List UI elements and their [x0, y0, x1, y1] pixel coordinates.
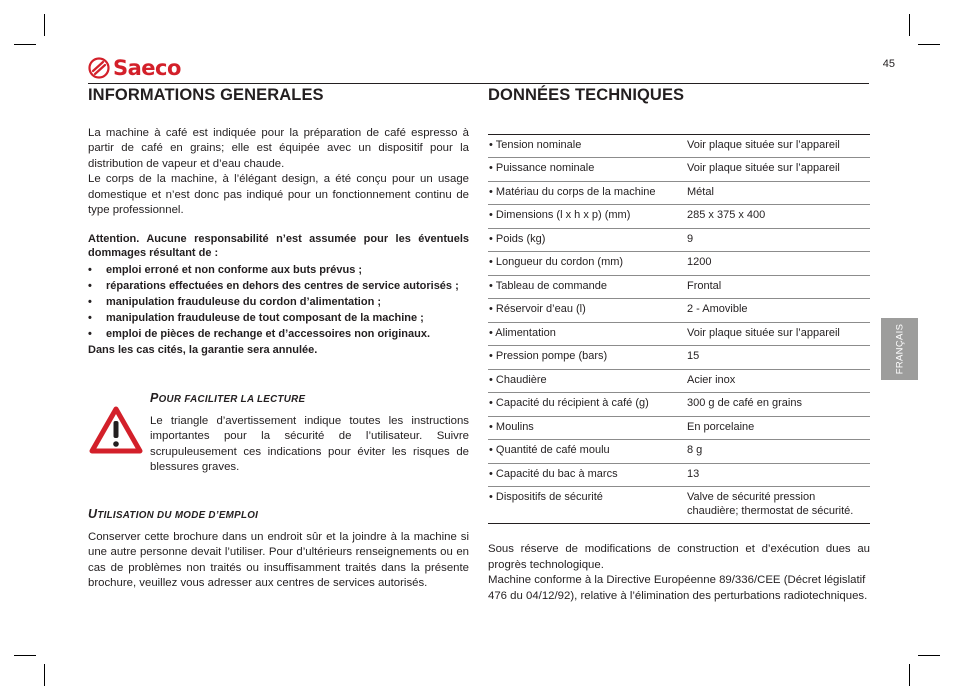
- language-tab-label: FRANÇAIS: [894, 323, 905, 375]
- list-item: • manipulation frauduleuse de tout composant de la machine ;: [88, 311, 469, 325]
- section-title-general-info: INFORMATIONS GENERALES: [88, 86, 324, 104]
- reading-title: [150, 391, 469, 408]
- spec-value: 285 x 375 x 400: [686, 205, 870, 229]
- crop-mark: [14, 655, 36, 656]
- table-row: [488, 275, 870, 299]
- usage-title-rest: TILISATION DU MODE D’EMPLOI: [97, 510, 259, 521]
- table-row: [488, 252, 870, 276]
- reading-section: [150, 391, 469, 476]
- table-row: [488, 322, 870, 346]
- spec-label: • Quantité de café moulu: [488, 440, 686, 464]
- list-item: • emploi erroné et non conforme aux buts prévus ;: [88, 263, 469, 277]
- spec-value: Voir plaque située sur l’appareil: [686, 134, 870, 158]
- specs-table: [488, 134, 870, 525]
- right-column: [488, 88, 870, 604]
- crop-mark: [44, 664, 45, 686]
- spec-value: Voir plaque située sur l’appareil: [686, 322, 870, 346]
- table-row: [488, 463, 870, 487]
- reading-title-cap: P: [150, 391, 159, 405]
- attention-text: Attention. Aucune responsabilité n’est assumée pour les éventuels dommages résultant de :: [88, 232, 469, 259]
- table-row: [488, 393, 870, 417]
- saeco-logo-icon: [88, 57, 110, 79]
- reading-text: Le triangle d’avertissement indique toutes les instructions importantes pour la sécurité de l’utilisateur. Suivre scrupuleusement ces indications pour éviter les risques de blessures graves.: [150, 414, 469, 473]
- spec-label: • Réservoir d’eau (l): [488, 299, 686, 323]
- table-row: [488, 440, 870, 464]
- table-row: [488, 228, 870, 252]
- spec-label: • Tableau de commande: [488, 275, 686, 299]
- intro-paragraph-1: La machine à café est indiquée pour la préparation de café espresso à partir de café en grains; elle est équipée avec un dispositif pour la distribution de vapeur et d’eau chaude.: [88, 126, 469, 170]
- liability-list: [88, 263, 469, 341]
- spec-value: Acier inox: [686, 369, 870, 393]
- spec-value: Frontal: [686, 275, 870, 299]
- crop-mark: [918, 44, 940, 45]
- spec-label: • Matériau du corps de la machine: [488, 181, 686, 205]
- table-row: [488, 205, 870, 229]
- spec-value: 8 g: [686, 440, 870, 464]
- language-tab: [881, 318, 918, 380]
- footer-note: [488, 542, 870, 604]
- liability-warning: [88, 232, 469, 357]
- spec-label: • Pression pompe (bars): [488, 346, 686, 370]
- usage-section: [88, 507, 469, 592]
- table-row: [488, 346, 870, 370]
- table-row: [488, 416, 870, 440]
- table-row: [488, 299, 870, 323]
- spec-value: Valve de sécurité pression chaudière; thermostat de sécurité.: [687, 491, 854, 517]
- left-column: [88, 86, 469, 589]
- intro-paragraph-2: Le corps de la machine, à l’élégant design, a été conçu pour un usage domestique et n’est donc pas indiqué pour un fonctionnement continu de type professionnel.: [88, 173, 469, 216]
- spec-value: 13: [686, 463, 870, 487]
- spec-label: • Moulins: [488, 416, 686, 440]
- spec-value: 2 - Amovible: [686, 299, 870, 323]
- brand-name: Saeco: [113, 56, 181, 80]
- crop-mark: [14, 44, 36, 45]
- spec-label: • Puissance nominale: [488, 158, 686, 182]
- table-row: [488, 158, 870, 182]
- spec-label: • Capacité du récipient à café (g): [488, 393, 686, 417]
- footer-paragraph-2: Machine conforme à la Directive Européenne 89/336/CEE (Décret législatif 476 du 04/12/92), relative à l’élimination des perturbations radiotechniques.: [488, 574, 868, 602]
- section-title-technical-data: DONNÉES TECHNIQUES: [488, 86, 685, 104]
- table-row: [488, 134, 870, 158]
- crop-mark: [44, 14, 45, 36]
- spec-label: • Dispositifs de sécurité: [489, 491, 603, 503]
- list-item: • réparations effectuées en dehors des centres de service autorisés ;: [88, 279, 469, 293]
- usage-title: [88, 507, 469, 524]
- reading-title-rest: OUR FACILITER LA LECTURE: [158, 394, 306, 405]
- list-item: • manipulation frauduleuse du cordon d’alimentation ;: [88, 295, 469, 309]
- spec-value: 300 g de café en grains: [686, 393, 870, 417]
- spec-label: • Tension nominale: [488, 134, 686, 158]
- table-row: [488, 181, 870, 205]
- crop-mark: [918, 655, 940, 656]
- spec-value: 9: [686, 228, 870, 252]
- table-row: [488, 369, 870, 393]
- spec-label: • Longueur du cordon (mm): [488, 252, 686, 276]
- table-row: [488, 487, 870, 524]
- usage-title-cap: U: [88, 507, 98, 521]
- spec-label: • Capacité du bac à marcs: [488, 463, 686, 487]
- warranty-text: Dans les cas cités, la garantie sera annulée.: [88, 343, 318, 356]
- spec-value: En porcelaine: [686, 416, 870, 440]
- spec-value: 15: [686, 346, 870, 370]
- warning-triangle-icon: [89, 406, 143, 454]
- intro-text: [88, 126, 469, 219]
- spec-label: • Chaudière: [488, 369, 686, 393]
- crop-mark: [909, 664, 910, 686]
- footer-paragraph-1: Sous réserve de modifications de construction et d’exécution dues au progrès technologique.: [488, 543, 870, 571]
- spec-label: • Dimensions (l x h x p) (mm): [488, 205, 686, 229]
- spec-value: Métal: [686, 181, 870, 205]
- spec-label: • Alimentation: [488, 322, 686, 346]
- brand-logo: [88, 57, 181, 79]
- page-number: 45: [882, 58, 895, 70]
- list-item: • emploi de pièces de rechange et d’accessoires non originaux.: [88, 327, 469, 341]
- crop-mark: [909, 14, 910, 36]
- header-rule: [88, 83, 869, 84]
- spec-label: • Poids (kg): [488, 228, 686, 252]
- spec-value: 1200: [686, 252, 870, 276]
- usage-text: Conserver cette brochure dans un endroit sûr et la joindre à la machine si une autre personne devait l’utiliser. Pour d’ultérieurs renseignements ou en cas de problèmes non traités ou insuffisamment traités dans la présente brochure, veuillez vous adresser aux centres de services autorisés.: [88, 530, 469, 589]
- spec-value: Voir plaque située sur l’appareil: [686, 158, 870, 182]
